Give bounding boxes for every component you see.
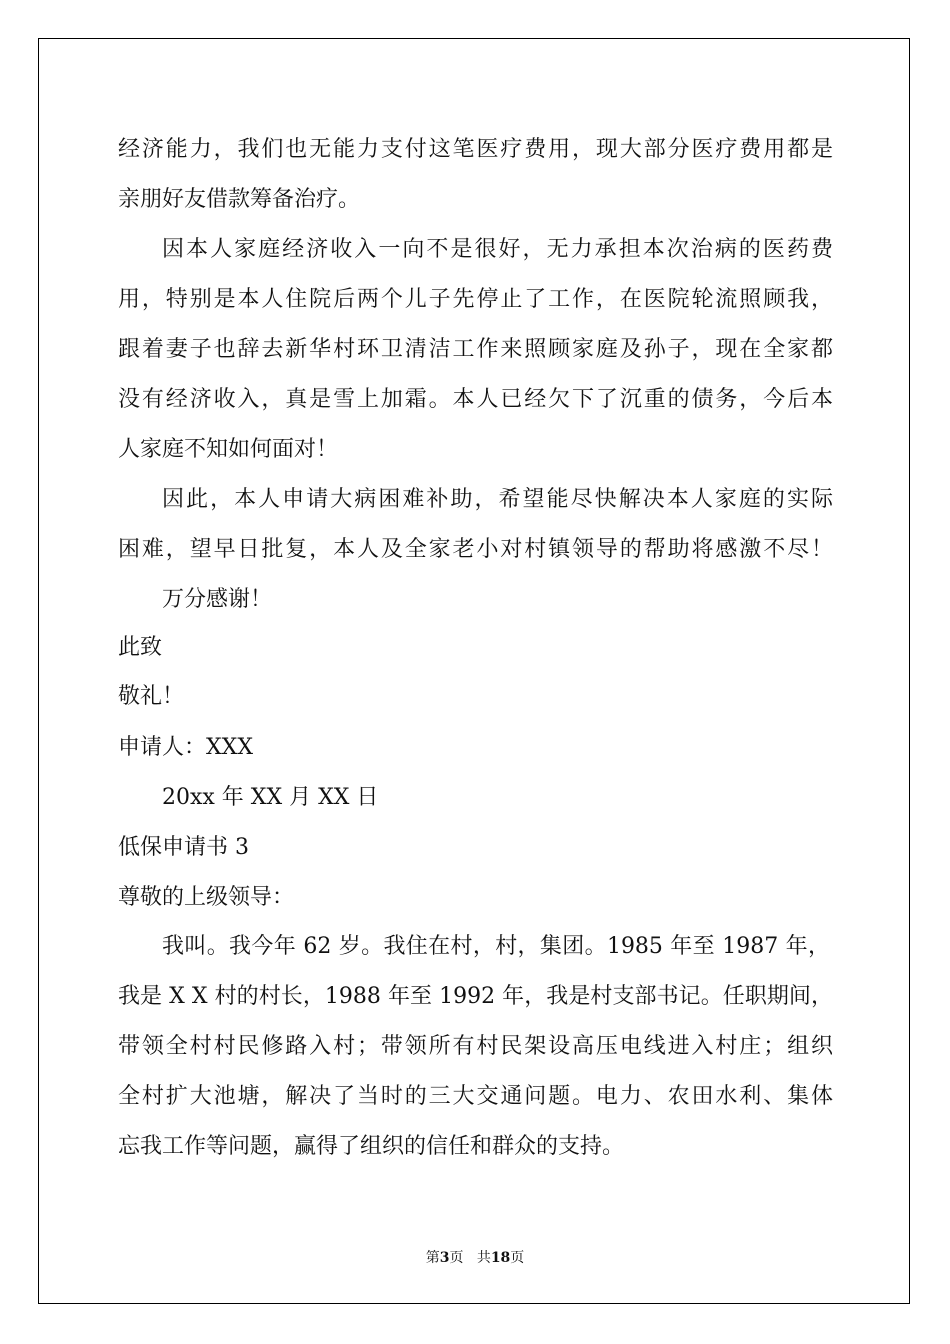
closing-line: 此致: [118, 635, 163, 660]
paragraph-line: 跟着妻子也辞去新华村环卫清洁工作来照顾家庭及孙子，现在全家都: [118, 337, 833, 362]
paragraph-line: 经济能力，我们也无能力支付这笔医疗费用，现大部分医疗费用都是: [118, 137, 833, 162]
paragraph-line: 因本人家庭经济收入一向不是很好，无力承担本次治病的医药费: [162, 237, 833, 262]
total-prefix: 共: [476, 1250, 491, 1266]
thanks-line: 万分感谢！: [162, 587, 273, 612]
page-suffix: 页: [449, 1250, 464, 1266]
date-line: 20xx 年 XX 月 XX 日: [162, 785, 379, 810]
section-title: 低保申请书 3: [118, 835, 249, 860]
paragraph-line: 没有经济收入，真是雪上加霜。本人已经欠下了沉重的债务，今后本: [118, 387, 833, 412]
paragraph-line: 我是 X X 村的村长，1988 年至 1992 年，我是村支部书记。任职期间，: [118, 984, 833, 1009]
salutation-line: 敬礼！: [118, 684, 185, 709]
paragraph-line: 全村扩大池塘，解决了当时的三大交通问题。电力、农田水利、集体: [118, 1084, 833, 1109]
greeting-line: 尊敬的上级领导：: [118, 885, 295, 910]
paragraph-line: 困难，望早日批复，本人及全家老小对村镇领导的帮助将感激不尽！: [118, 537, 833, 562]
total-pages: 18: [490, 1250, 511, 1266]
page-border: [38, 38, 910, 1304]
paragraph-line: 我叫。我今年 62 岁。我住在村，村，集团。1985 年至 1987 年，: [162, 934, 830, 959]
paragraph-line: 亲朋好友借款筹备治疗。: [118, 187, 361, 212]
applicant-line: 申请人：XXX: [118, 735, 253, 760]
page-footer: [0, 1247, 950, 1267]
paragraph-line: 忘我工作等问题，赢得了组织的信任和群众的支持。: [118, 1134, 625, 1159]
total-suffix: 页: [510, 1250, 525, 1266]
paragraph-line: 用，特别是本人住院后两个儿子先停止了工作，在医院轮流照顾我，: [118, 287, 833, 312]
page-number: 3: [439, 1250, 450, 1266]
paragraph-line: 带领全村村民修路入村；带领所有村民架设高压电线进入村庄；组织: [118, 1034, 833, 1059]
paragraph-line: 人家庭不知如何面对！: [118, 437, 339, 462]
paragraph-line: 因此，本人申请大病困难补助，希望能尽快解决本人家庭的实际: [162, 487, 833, 512]
page-prefix: 第: [425, 1250, 440, 1266]
